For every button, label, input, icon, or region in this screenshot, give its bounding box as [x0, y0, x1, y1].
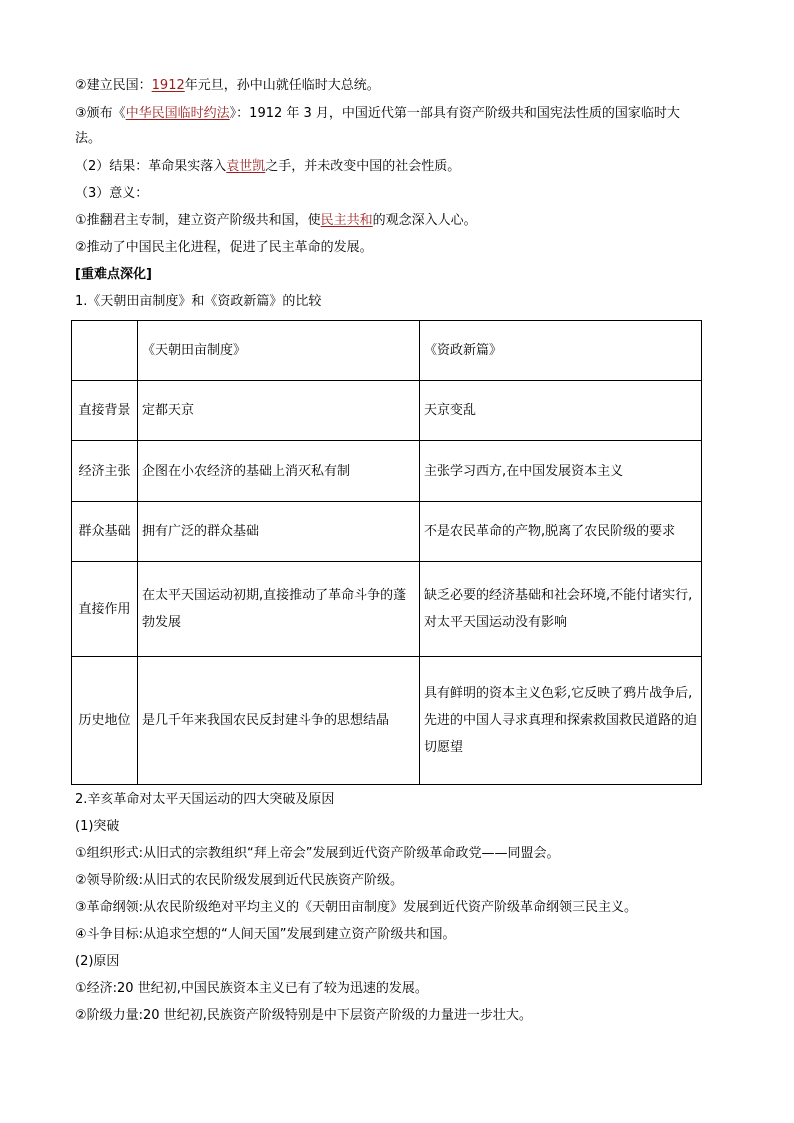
highlight-term: 1912	[151, 78, 185, 93]
table-header-cell	[72, 321, 138, 381]
text-segment: 之手，并未改变中国的社会性质。	[265, 159, 461, 174]
breakthrough-item: ④斗争目标:从追求空想的“人间天国”发展到建立资产阶级共和国。	[75, 927, 456, 942]
row-label: 直接作用	[72, 562, 138, 657]
table-cell: 是几千年来我国农民反封建斗争的思想结晶	[138, 657, 420, 785]
text-segment: （2）结果：革命果实落入	[75, 159, 227, 174]
table-row	[72, 657, 702, 785]
intro-line-1	[75, 76, 380, 96]
intro-line-2	[75, 104, 680, 124]
table-row	[72, 441, 702, 502]
row-label: 群众基础	[72, 502, 138, 562]
table-cell: 不是农民革命的产物,脱离了农民阶级的要求	[420, 502, 702, 562]
table-row	[72, 381, 702, 441]
breakthrough-item: ①组织形式:从旧式的宗教组织“拜上帝会”发展到近代资产阶级革命政党——同盟会。	[75, 846, 560, 861]
table-row	[72, 562, 702, 657]
table-cell: 拥有广泛的群众基础	[138, 502, 420, 562]
table-header-row	[72, 321, 702, 381]
part2-subheading-breakthroughs: (1)突破	[75, 819, 120, 834]
section-title: [重难点深化]	[75, 267, 152, 282]
row-label: 直接背景	[72, 381, 138, 441]
intro-line-4: （3）意义：	[75, 186, 149, 201]
reason-item: ①经济:20 世纪初,中国民族资本主义已有了较为迅速的发展。	[75, 981, 428, 996]
table-header-cell: 《天朝田亩制度》	[138, 321, 420, 381]
breakthrough-item: ③革命纲领:从农民阶级绝对平均主义的《天朝田亩制度》发展到近代资产阶级革命纲领三民主义。	[75, 900, 638, 915]
breakthrough-item: ②领导阶级:从旧式的农民阶级发展到近代民族资产阶级。	[75, 873, 404, 888]
table-row	[72, 502, 702, 562]
table-cell: 天京变乱	[420, 381, 702, 441]
table-cell: 定都天京	[138, 381, 420, 441]
text-segment: 》：1912 年 3 月，中国近代第一部具有资产阶级共和国宪法性质的国家临时大	[229, 106, 680, 121]
part2-title: 2.辛亥革命对太平天国运动的四大突破及原因	[75, 792, 335, 807]
table-cell: 企图在小农经济的基础上消灭私有制	[138, 441, 420, 502]
text-segment: 的观念深入人心。	[372, 213, 477, 228]
highlight-term: 袁世凯	[226, 159, 266, 174]
text-segment: ②建立民国：	[75, 78, 152, 93]
intro-line-3	[75, 157, 460, 177]
table-cell: 缺乏必要的经济基础和社会环境,不能付诸实行,对太平天国运动没有影响	[420, 562, 702, 657]
reason-item: ②阶级力量:20 世纪初,民族资产阶级特别是中下层资产阶级的力量进一步壮大。	[75, 1008, 532, 1023]
intro-line-2-cont: 法。	[75, 131, 102, 146]
part2-subheading-reasons: (2)原因	[75, 954, 120, 969]
intro-line-5	[75, 211, 477, 231]
row-label: 历史地位	[72, 657, 138, 785]
table-header-cell: 《资政新篇》	[420, 321, 702, 381]
row-label: 经济主张	[72, 441, 138, 502]
table-cell: 主张学习西方,在中国发展资本主义	[420, 441, 702, 502]
text-segment: 年元旦，孙中山就任临时大总统。	[184, 78, 380, 93]
table-title: 1.《天朝田亩制度》和《资政新篇》的比较	[75, 294, 322, 309]
highlight-term: 民主共和	[320, 213, 373, 228]
text-segment: ①推翻君主专制，建立资产阶级共和国，使	[75, 213, 321, 228]
highlight-term: 中华民国临时约法	[125, 106, 230, 121]
table-cell: 在太平天国运动初期,直接推动了革命斗争的蓬勃发展	[138, 562, 420, 657]
intro-line-6: ②推动了中国民主化进程，促进了民主革命的发展。	[75, 240, 373, 255]
text-segment: ③颁布《	[75, 106, 126, 121]
comparison-table	[71, 320, 702, 785]
table-cell: 具有鲜明的资本主义色彩,它反映了鸦片战争后,先进的中国人寻求真理和探索救国救民道路的迫切愿望	[420, 657, 702, 785]
